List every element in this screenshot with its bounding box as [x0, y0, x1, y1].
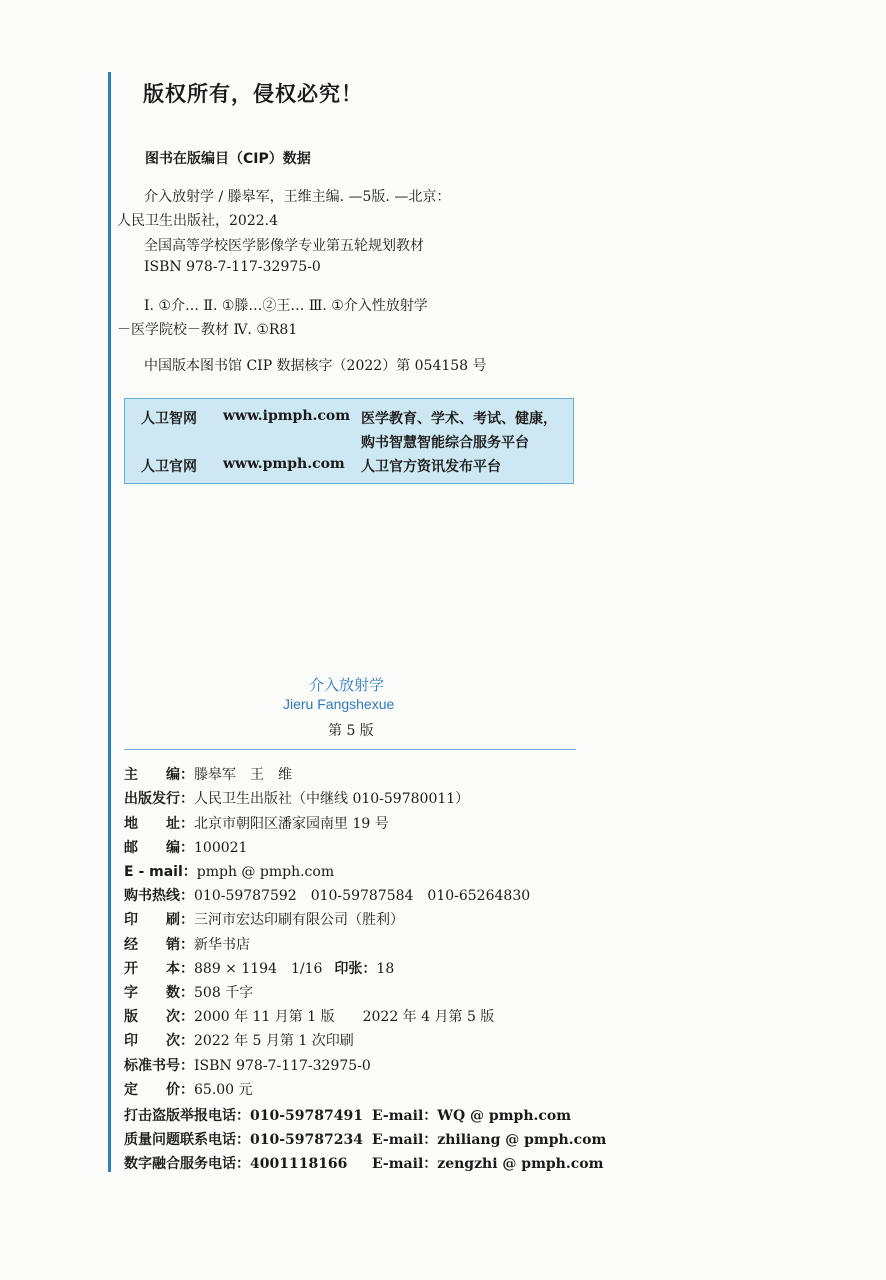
info-label: 地 址：	[124, 816, 194, 832]
website-name: 人卫官网	[141, 459, 197, 475]
info-row-publisher	[124, 788, 469, 811]
info-row-distributor	[124, 934, 250, 957]
info-label: 开 本：	[124, 961, 194, 977]
info-row-printer	[124, 909, 404, 932]
left-accent-line	[108, 72, 111, 1172]
info-value: 010-59787592 010-59787584 010-65264830	[194, 888, 531, 904]
contact-label: 数字融合服务电话：	[124, 1156, 250, 1172]
website-description: 购书智慧智能综合服务平台	[361, 435, 529, 451]
copyright-notice: 版权所有，侵权必究！	[143, 82, 363, 106]
info-value: 北京市朝阳区潘家园南里 19 号	[194, 816, 389, 832]
info-extra-label: 印张：	[334, 961, 377, 977]
book-title: 介入放射学	[309, 676, 385, 694]
info-label: 印 次：	[124, 1033, 194, 1049]
info-row-format	[124, 958, 394, 981]
info-label: 主 编：	[124, 767, 194, 783]
book-pinyin-title: Jieru Fangshexue	[283, 696, 395, 712]
info-value: 65.00 元	[194, 1082, 253, 1098]
book-edition: 第 5 版	[328, 723, 374, 739]
contact-email[interactable]: E-mail：zengzhi @ pmph.com	[372, 1156, 604, 1172]
website-name: 人卫智网	[141, 411, 197, 427]
info-label: 购书热线：	[124, 888, 194, 904]
info-value: 100021	[194, 840, 248, 856]
info-label: E - mail：	[124, 864, 197, 880]
info-row-price	[124, 1079, 253, 1102]
contact-label: 打击盗版举报电话：	[124, 1108, 250, 1124]
cip-line: 介入放射学 / 滕皋军，王维主编. —5版. —北京：	[144, 189, 451, 205]
info-label: 出版发行：	[124, 791, 194, 807]
contact-email[interactable]: E-mail：zhiliang @ pmph.com	[372, 1132, 607, 1148]
info-row-address	[124, 813, 389, 836]
info-value: 889 × 1194 1/16	[194, 961, 323, 977]
info-row-hotline	[124, 885, 530, 908]
contact-row-piracy	[124, 1105, 572, 1125]
cip-line: Ⅰ. ①介… Ⅱ. ①滕…②王… Ⅲ. ①介入性放射学	[144, 298, 428, 314]
cip-line: ISBN 978-7-117-32975-0	[144, 259, 321, 275]
info-label: 字 数：	[124, 985, 194, 1001]
info-value: ISBN 978-7-117-32975-0	[194, 1058, 371, 1074]
website-description: 人卫官方资讯发布平台	[361, 459, 501, 475]
divider	[124, 749, 576, 750]
info-row-wordcount	[124, 982, 253, 1005]
info-value[interactable]: pmph @ pmph.com	[196, 864, 335, 880]
cip-line: 人民卫生出版社，2022.4	[117, 213, 278, 229]
info-value: 三河市宏达印刷有限公司（胜利）	[194, 912, 404, 928]
info-row-editor	[124, 764, 292, 787]
info-value: 2022 年 5 月第 1 次印刷	[194, 1033, 354, 1049]
info-label: 标准书号：	[124, 1058, 194, 1074]
info-label: 印 刷：	[124, 912, 194, 928]
info-label: 邮 编：	[124, 840, 194, 856]
info-label: 版 次：	[124, 1009, 194, 1025]
info-value: 滕皋军 王 维	[194, 767, 292, 783]
contact-phone: 010-59787491	[250, 1108, 363, 1124]
info-label: 经 销：	[124, 937, 194, 953]
info-value: 2000 年 11 月第 1 版 2022 年 4 月第 5 版	[194, 1009, 495, 1025]
website-url[interactable]: www.pmph.com	[223, 456, 345, 472]
contact-email[interactable]: E-mail：WQ @ pmph.com	[372, 1108, 572, 1124]
website-info-box	[124, 398, 574, 484]
info-value: 新华书店	[194, 937, 250, 953]
cip-line: 全国高等学校医学影像学专业第五轮规划教材	[144, 238, 424, 254]
info-row-edition	[124, 1006, 494, 1029]
contact-label: 质量问题联系电话：	[124, 1132, 250, 1148]
info-value: 人民卫生出版社（中继线 010-59780011）	[194, 791, 470, 807]
info-extra-value: 18	[376, 961, 395, 977]
website-url[interactable]: www.ipmph.com	[223, 408, 351, 424]
cip-line: －医学院校－教材 Ⅳ. ①R81	[117, 322, 298, 338]
contact-phone: 4001118166	[250, 1156, 348, 1172]
contact-row-quality	[124, 1129, 607, 1149]
contact-phone: 010-59787234	[250, 1132, 363, 1148]
info-label: 定 价：	[124, 1082, 194, 1098]
cip-line: 中国版本图书馆 CIP 数据核字（2022）第 054158 号	[144, 358, 487, 374]
info-row-printing	[124, 1030, 354, 1053]
info-value: 508 千字	[194, 985, 254, 1001]
contact-row-digital	[124, 1153, 604, 1173]
website-description: 医学教育、学术、考试、健康，	[361, 411, 557, 427]
info-row-postcode	[124, 837, 247, 860]
info-row-isbn	[124, 1055, 371, 1078]
info-row-email	[124, 861, 334, 884]
cip-title: 图书在版编目（CIP）数据	[145, 151, 311, 167]
